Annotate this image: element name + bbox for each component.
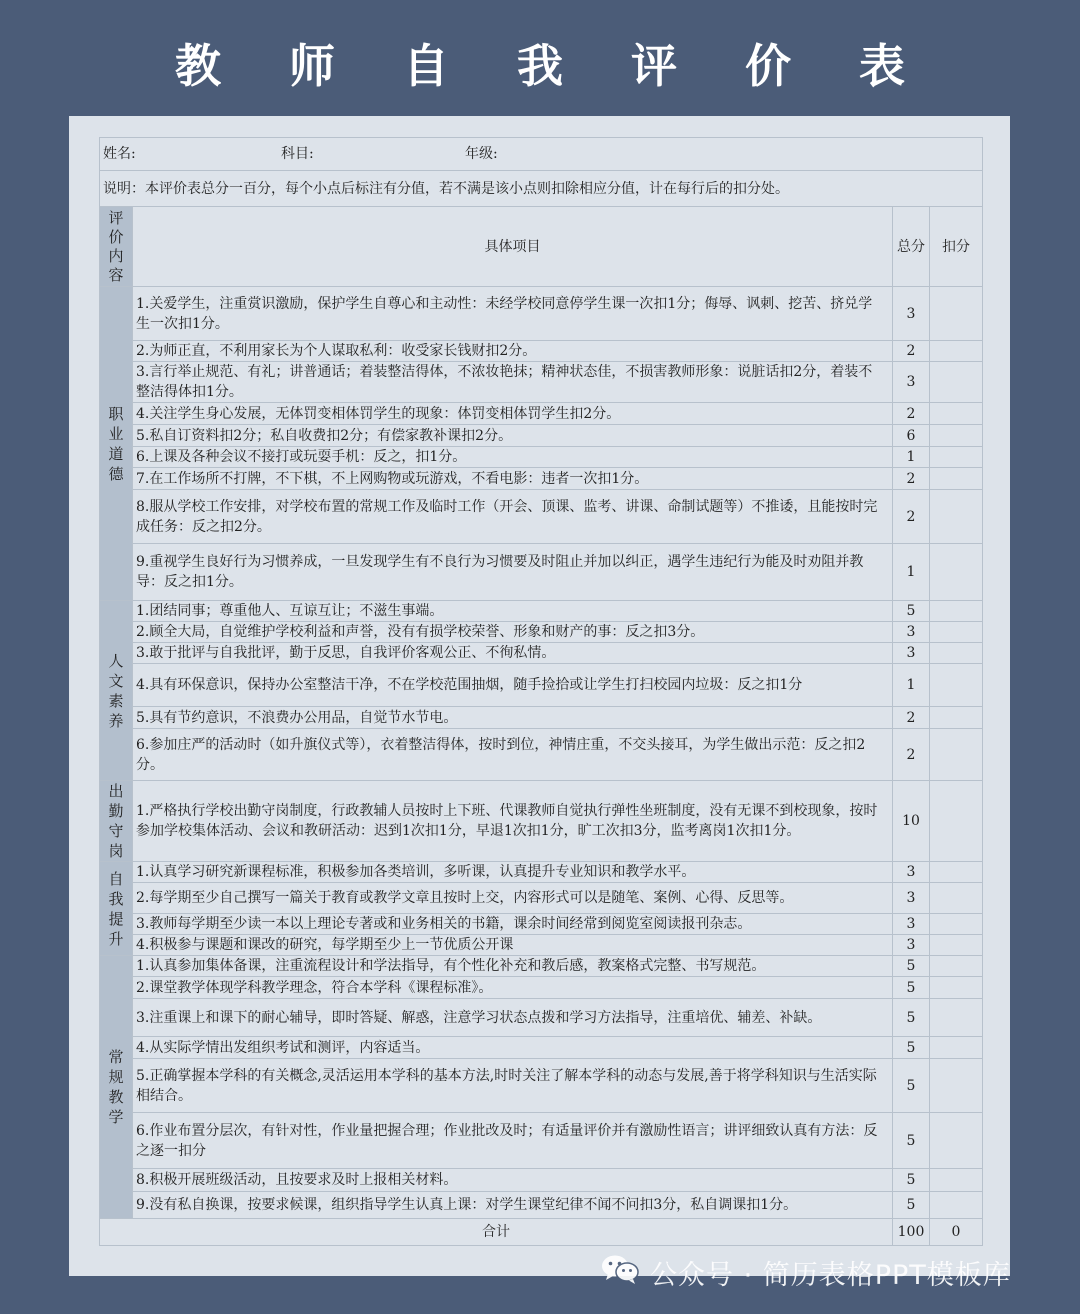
item-text: 3.言行举止规范、有礼；讲普通话；着装整洁得体，不浓妆艳抹；精神状态佳，不损害教师形象：说脏话扣2分，着装不整洁得体扣1分。 [133,362,893,403]
table-row [100,1113,983,1169]
score-cell: 5 [893,956,930,977]
item-text: 2.顾全大局，自觉维护学校利益和声誉，没有有损学校荣誉、形象和财产的事：反之扣3分。 [133,622,893,643]
score-cell: 5 [893,1113,930,1169]
score-cell: 3 [893,914,930,935]
item-text: 7.在工作场所不打牌，不下棋，不上网购物或玩游戏，不看电影：违者一次扣1分。 [133,468,893,490]
deduct-cell[interactable] [930,425,983,447]
table-row [100,1192,983,1219]
watermark-text: 公众号 · 简历表格PPT模板库 [650,1259,1011,1291]
item-text: 9.重视学生良好行为习惯养成，一旦发现学生有不良行为习惯要及时阻止并加以纠正，遇学生违纪行为能及时劝阻并教导：反之扣1分。 [133,544,893,601]
deduct-cell[interactable] [930,664,983,707]
score-cell: 2 [893,468,930,490]
item-text: 2.课堂教学体现学科教学理念，符合本学科《课程标准》。 [133,977,893,999]
item-text: 6.作业布置分层次，有针对性，作业量把握合理；作业批改及时；有适量评价并有激励性语言；讲评细致认真有方法：反之逐一扣分 [133,1113,893,1169]
category-label: 人文素养 [108,651,124,730]
evaluation-table [99,137,983,1246]
category-cell [100,781,133,862]
deduct-cell[interactable] [930,935,983,956]
item-text: 8.积极开展班级活动，且按要求及时上报相关材料。 [133,1169,893,1192]
deduct-cell[interactable] [930,956,983,977]
header-category-label: 评价内容 [108,208,124,284]
score-cell: 3 [893,643,930,664]
score-cell: 2 [893,729,930,781]
table-row [100,999,983,1037]
table-row [100,977,983,999]
deduct-cell[interactable] [930,403,983,425]
deduct-cell[interactable] [930,862,983,883]
table-row [100,447,983,468]
score-cell: 5 [893,1037,930,1059]
wechat-icon [600,1253,640,1292]
table-row [100,425,983,447]
table-row [100,544,983,601]
deduct-cell[interactable] [930,447,983,468]
subject-label: 科目: [281,146,314,162]
score-cell: 1 [893,664,930,707]
table-row [100,1059,983,1113]
item-text: 1.认真参加集体备课，注重流程设计和学法指导，有个性化补充和教后感，教案格式完整、书写规范。 [133,956,893,977]
category-cell [100,287,133,601]
deduct-cell[interactable] [930,999,983,1037]
total-label: 合计 [100,1219,893,1246]
deduct-cell[interactable] [930,1037,983,1059]
page-title: 教 师 自 我 评 价 表 [174,39,932,93]
table-row [100,883,983,914]
item-text: 2.为师正直，不利用家长为个人谋取私利：收受家长钱财扣2分。 [133,341,893,362]
table-row [100,781,983,862]
deduct-cell[interactable] [930,1192,983,1219]
score-cell: 5 [893,1059,930,1113]
table-row [100,403,983,425]
deduct-cell[interactable] [930,601,983,622]
header-item: 具体项目 [133,207,893,287]
item-text: 4.具有环保意识，保持办公室整洁干净，不在学校范围抽烟，随手捡拾或让学生打扫校园内垃圾：反之扣1分 [133,664,893,707]
category-label: 职业道德 [108,404,124,483]
item-text: 3.教师每学期至少读一本以上理论专著或和业务相关的书籍，课余时间经常到阅览室阅读报刊杂志。 [133,914,893,935]
header-total: 总分 [893,207,930,287]
score-cell: 2 [893,403,930,425]
item-text: 1.认真学习研究新课程标准，积极参加各类培训，多听课，认真提升专业知识和教学水平。 [133,862,893,883]
item-text: 3.注重课上和课下的耐心辅导，即时答疑、解惑，注意学习状态点拨和学习方法指导，注重培优、辅差、补缺。 [133,999,893,1037]
score-cell: 3 [893,622,930,643]
note-text: 说明：本评价表总分一百分，每个小点后标注有分值，若不满是该小点则扣除相应分值，计在每行后的扣分处。 [100,171,983,207]
score-cell: 5 [893,1169,930,1192]
table-row [100,1169,983,1192]
category-label: 常规教学 [108,1048,124,1126]
deduct-cell[interactable] [930,622,983,643]
item-text: 1.严格执行学校出勤守岗制度，行政教辅人员按时上下班、代课教师自觉执行弹性坐班制度，没有无课不到校现象，按时参加学校集体活动、会议和教研活动：迟到1次扣1分，早退1次扣1分，旷工次扣3分，监考离岗1次扣1分。 [133,781,893,862]
item-text: 5.私自订资料扣2分；私自收费扣2分；有偿家教补课扣2分。 [133,425,893,447]
item-text: 6.参加庄严的活动时（如升旗仪式等），衣着整洁得体，按时到位，神情庄重，不交头接耳，为学生做出示范：反之扣2分。 [133,729,893,781]
score-cell: 3 [893,362,930,403]
deduct-cell[interactable] [930,1113,983,1169]
deduct-cell[interactable] [930,362,983,403]
table-row [100,643,983,664]
table-row [100,862,983,883]
header-category [100,207,133,287]
deduct-cell[interactable] [930,781,983,862]
total-deduct: 0 [930,1219,983,1246]
deduct-cell[interactable] [930,490,983,544]
item-text: 4.积极参与课题和课改的研究，每学期至少上一节优质公开课 [133,935,893,956]
score-cell: 3 [893,883,930,914]
table-row [100,729,983,781]
header-row [100,207,983,287]
score-cell: 3 [893,935,930,956]
table-row [100,490,983,544]
deduct-cell[interactable] [930,468,983,490]
table-row [100,664,983,707]
deduct-cell[interactable] [930,643,983,664]
deduct-cell[interactable] [930,914,983,935]
item-text: 3.敢于批评与自我批评，勤于反思，自我评价客观公正、不徇私情。 [133,643,893,664]
table-row [100,622,983,643]
score-cell: 1 [893,544,930,601]
item-text: 9.没有私自换课，按要求候课，组织指导学生认真上课：对学生课堂纪律不闻不问扣3分，私自调课扣1分。 [133,1192,893,1219]
note-row [100,171,983,207]
score-cell: 5 [893,1192,930,1219]
table-row [100,601,983,622]
table-row [100,914,983,935]
category-label: 出勤守岗 [108,782,124,860]
table-row [100,1037,983,1059]
deduct-cell[interactable] [930,287,983,341]
item-text: 5.具有节约意识，不浪费办公用品，自觉节水节电。 [133,707,893,729]
deduct-cell[interactable] [930,1169,983,1192]
deduct-cell[interactable] [930,1059,983,1113]
table-row [100,707,983,729]
score-cell: 6 [893,425,930,447]
score-cell: 10 [893,781,930,862]
category-cell [100,601,133,781]
item-text: 1.关爱学生，注重赏识激励，保护学生自尊心和主动性：未经学校同意停学生课一次扣1分；侮辱、讽刺、挖苦、挤兑学生一次扣1分。 [133,287,893,341]
table-row [100,935,983,956]
name-label: 姓名: [103,146,136,162]
item-text: 2.每学期至少自己撰写一篇关于教育或教学文章且按时上交，内容形式可以是随笔、案例、心得、反思等。 [133,883,893,914]
category-label: 自我提升 [108,869,124,948]
header-deduct: 扣分 [930,207,983,287]
table-row [100,468,983,490]
item-text: 8.服从学校工作安排，对学校布置的常规工作及临时工作（开会、顶课、监考、讲课、命制试题等）不推诿，且能按时完成任务：反之扣2分。 [133,490,893,544]
deduct-cell[interactable] [930,341,983,362]
score-cell: 1 [893,447,930,468]
table-row [100,956,983,977]
item-text: 1.团结同事；尊重他人、互谅互让；不滋生事端。 [133,601,893,622]
score-cell: 3 [893,862,930,883]
total-score: 100 [893,1219,930,1246]
deduct-cell[interactable] [930,544,983,601]
score-cell: 5 [893,977,930,999]
deduct-cell[interactable] [930,707,983,729]
item-text: 5.正确掌握本学科的有关概念,灵活运用本学科的基本方法,时时关注了解本学科的动态与发展,善于将学科知识与生活实际相结合。 [133,1059,893,1113]
table-row [100,341,983,362]
grade-label: 年级: [465,146,498,162]
score-cell: 3 [893,287,930,341]
item-text: 4.关注学生身心发展，无体罚变相体罚学生的现象：体罚变相体罚学生扣2分。 [133,403,893,425]
info-row [100,138,983,171]
table-row [100,362,983,403]
table-row [100,287,983,341]
info-cell [100,138,983,171]
deduct-cell[interactable] [930,729,983,781]
score-cell: 2 [893,490,930,544]
score-cell: 5 [893,999,930,1037]
deduct-cell[interactable] [930,977,983,999]
watermark [600,1252,1011,1292]
total-row [100,1219,983,1246]
deduct-cell[interactable] [930,883,983,914]
score-cell: 2 [893,707,930,729]
item-text: 4.从实际学情出发组织考试和测评，内容适当。 [133,1037,893,1059]
item-text: 6.上课及各种会议不接打或玩耍手机：反之，扣1分。 [133,447,893,468]
category-cell [100,862,133,956]
score-cell: 2 [893,341,930,362]
category-cell [100,956,133,1219]
score-cell: 5 [893,601,930,622]
